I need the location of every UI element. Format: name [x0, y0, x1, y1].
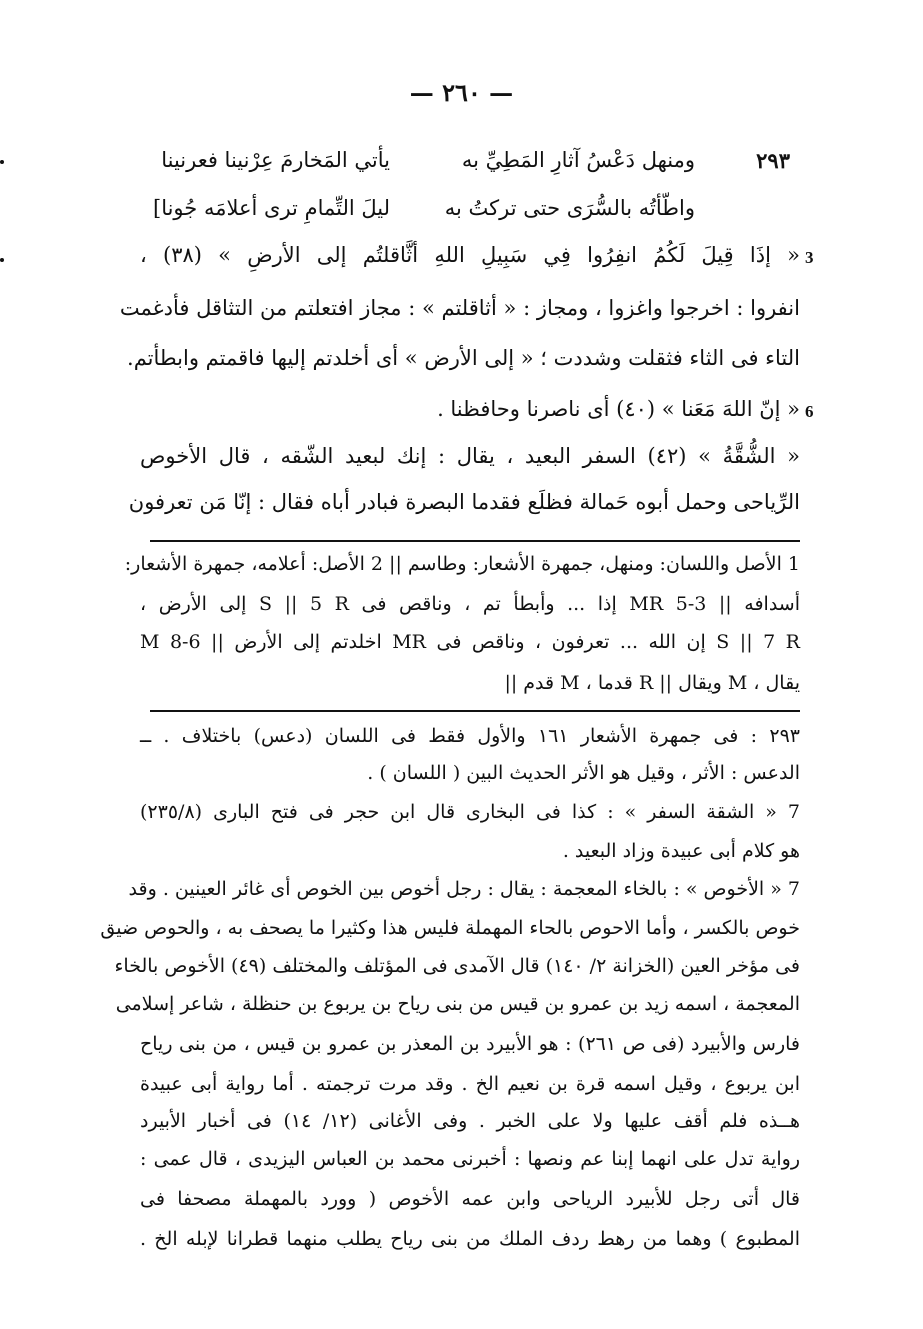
note-line: ٢٩٣ : فى جمهرة الأشعار ١٦١ والأول فقط فى اللسان (دعس) باختلاف . ــ: [140, 725, 800, 747]
note-line: خوص بالكسر ، وأما الاحوص بالحاء المهملة فليس هذا وكثيرا ما يصحف به ، والحوص ضيق: [100, 917, 800, 939]
main-text-line: « إنّ اللهَ مَعَنا » (٤٠) أى ناصرنا وحافظنا .: [437, 397, 800, 421]
verse-hemistich: واطّأتُه بالسُّرَى حتى تركتُ به: [444, 196, 695, 220]
verse-hemistich: ومنهل دَعْسُ آثارِ المَطِيِّ به: [461, 148, 695, 172]
verse-hemistich: يأتي المَخارمَ عِرْنينا فعرنينا: [161, 148, 390, 172]
main-text-line: « إذَا قِيلَ لَكُمُ انفِرُوا فِي سَبِيلِ اللهِ أثَّاقلتُم إلى الأرضِ » (٣٨) ،: [140, 243, 800, 267]
apparatus-line: يقال ، M ويقال || R قدما ، M قدم ||: [504, 672, 800, 694]
note-line: ابن يربوع ، وقيل اسمه قرة بن نعيم الخ . وقد مرت ترجمته . أما رواية أبى عبيدة: [140, 1073, 800, 1095]
apparatus-line: أسدافه || 3-5 MR إذا ... وأبطأ تم ، وناقص فى S || 5 R إلى الأرض ،: [140, 593, 800, 615]
apparatus-line: 1 الأصل واللسان: ومنهل، جمهرة الأشعار: وطاسم || 2 الأصل: أعلامه، جمهرة الأشعار:: [124, 553, 800, 575]
line-number: 3: [805, 248, 814, 267]
line-number: 6: [805, 402, 814, 421]
main-text-line: الرِّياحى وحمل أبوه حَمالة فظلَع فقدما البصرة فبادر أباه فقال : إنّا مَن تعرفون: [128, 490, 800, 514]
verse-line: [140, 196, 790, 236]
scan-mark: [0, 160, 4, 164]
verse-number: ٢٩٣: [756, 148, 790, 173]
divider: [150, 540, 800, 542]
divider: [150, 710, 800, 712]
main-text-line: انفروا : اخرجوا واغزوا ، ومجاز : « أثاقلتم » : مجاز افتعلتم من التثاقل فأدغمت: [119, 296, 800, 320]
note-line: هــذه فلم أقف عليها ولا على الخبر . وفى الأغانى (١٢/ ١٤) فى أخبار الأبيرد: [140, 1110, 800, 1132]
note-line: الدعس : الأثر ، وقيل هو الأثر الحديث البين ( اللسان ) .: [367, 762, 800, 784]
note-line: فارس والأبيرد (فى ص ٢٦١) : هو الأبيرد بن المعذر بن عمرو بن قيس ، من بنى رياح: [140, 1033, 800, 1055]
main-text-line: التاء فى الثاء فثقلت وشددت ؛ « إلى الأرض » أى أخلدتم إليها فاقمتم وابطأتم.: [127, 346, 800, 370]
verse-hemistich: ليلَ التِّمامِ ترى أعلامَه جُونا]: [153, 196, 390, 220]
note-line: هو كلام أبى عبيدة وزاد البعيد .: [562, 840, 800, 862]
note-line: 7 « الأخوص » : بالخاء المعجمة : يقال : رجل أخوص بين الخوص أى غائر العينين . وقد: [128, 878, 800, 900]
apparatus-line: M اخلدتم إلى الأرض || 6-8 MR إن الله ... تعرفون ، وناقص فى S || 7 R: [140, 631, 800, 653]
note-line: قال أتى رجل للأبيرد الرياحى وابن عمه الأخوص ( وورد بالمهملة مصحفا فى: [140, 1188, 800, 1210]
main-text-line: « الشُّقَّةُ » (٤٢) السفر البعيد ، يقال : إنك لبعيد الشّقه ، قال الأخوص: [140, 444, 801, 468]
note-line: المطبوع ) وهما من رهط ردف الملك من بنى رياح يطلب منهما قطرانا لإبله الخ .: [140, 1228, 800, 1250]
note-line: فى مؤخر العين (الخزانة ٢/ ١٤٠) قال الآمدى فى المؤتلف والمختلف (٤٩) الأخوص بالخاء: [114, 955, 800, 977]
note-line: رواية تدل على انهما إبنا عم ونصها : أخبرنى محمد بن العباس اليزيدى ، قال عمى :: [140, 1148, 800, 1170]
note-line: 7 « الشقة السفر » : كذا فى البخارى قال ابن حجر فى فتح البارى (٢٣٥/٨): [140, 801, 800, 823]
verse-line: [140, 148, 790, 188]
page-number: — ٢٦٠ —: [409, 78, 514, 107]
note-line: المعجمة ، اسمه زيد بن عمرو بن قيس من بنى رياح بن يربوع بن حنظلة ، شاعر إسلامى: [115, 993, 800, 1015]
scan-mark: [0, 258, 4, 262]
